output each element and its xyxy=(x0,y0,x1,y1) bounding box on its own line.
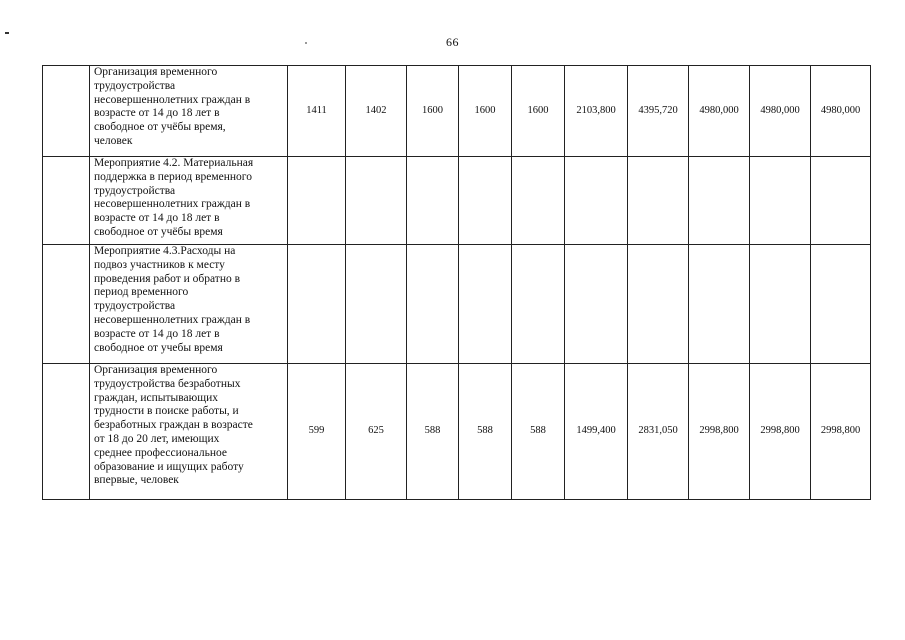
value-cell xyxy=(565,245,628,364)
value-cell xyxy=(750,157,811,245)
value-cell xyxy=(346,157,407,245)
value-cell xyxy=(811,157,871,245)
description-cell xyxy=(90,245,288,364)
description-line: возрасте от 14 до 18 лет в xyxy=(94,107,220,120)
value-cell xyxy=(459,245,512,364)
value-cell: 2998,800 xyxy=(750,364,811,500)
description-line: человек xyxy=(94,134,133,147)
description-line: безработных граждан в возрасте xyxy=(94,419,253,432)
description-line: несовершеннолетних граждан в xyxy=(94,198,251,211)
description-line: подвоз участников к месту xyxy=(94,258,225,271)
page-number: 66 xyxy=(446,35,459,49)
value-cell: 2103,800 xyxy=(565,66,628,157)
value-cell: 1600 xyxy=(407,66,459,157)
value-cell xyxy=(689,245,750,364)
description-line: Организация временного xyxy=(94,66,218,78)
description-line: период временного xyxy=(94,286,189,299)
scan-speck xyxy=(5,32,9,34)
description-line: от 18 до 20 лет, имеющих xyxy=(94,432,220,445)
value-cell: 4980,000 xyxy=(811,66,871,157)
description-line: несовершеннолетних граждан в xyxy=(94,93,251,106)
description-line: граждан, испытывающих xyxy=(94,391,219,404)
description-line: Мероприятие 4.3.Расходы на xyxy=(94,245,236,257)
value-cell: 625 xyxy=(346,364,407,500)
index-cell xyxy=(43,66,90,157)
table-row xyxy=(43,364,871,500)
description-line: трудности в поиске работы, и xyxy=(94,405,239,418)
table-row xyxy=(43,157,871,245)
value-cell: 4980,000 xyxy=(689,66,750,157)
description-line: впервые, человек xyxy=(94,474,179,487)
value-cell xyxy=(288,157,346,245)
value-cell: 1499,400 xyxy=(565,364,628,500)
value-cell: 1411 xyxy=(288,66,346,157)
description-line: возрасте от 14 до 18 лет в xyxy=(94,212,220,225)
value-cell: 2998,800 xyxy=(811,364,871,500)
value-cell: 588 xyxy=(512,364,565,500)
value-cell: 2998,800 xyxy=(689,364,750,500)
description-line: трудоустройства xyxy=(94,79,176,92)
value-cell xyxy=(512,157,565,245)
table-row xyxy=(43,245,871,364)
value-cell xyxy=(565,157,628,245)
value-cell xyxy=(811,245,871,364)
description-line: трудоустройства xyxy=(94,300,176,313)
value-cell: 588 xyxy=(407,364,459,500)
description-line: проведения работ и обратно в xyxy=(94,272,241,285)
index-cell xyxy=(43,245,90,364)
description-line: Мероприятие 4.2. Материальная xyxy=(94,157,254,169)
description-line: трудоустройства xyxy=(94,184,176,197)
index-cell xyxy=(43,364,90,500)
description-line: свободное от учёбы время xyxy=(94,225,223,238)
description-cell xyxy=(90,157,288,245)
description-line: Организация временного xyxy=(94,364,218,376)
value-cell: 4395,720 xyxy=(628,66,689,157)
value-cell: 588 xyxy=(459,364,512,500)
value-cell: 2831,050 xyxy=(628,364,689,500)
value-cell xyxy=(459,157,512,245)
description-line: среднее профессиональное xyxy=(94,446,227,459)
table-row xyxy=(43,66,871,157)
description-cell xyxy=(90,66,288,157)
description-line: несовершеннолетних граждан в xyxy=(94,313,251,326)
description-line: трудоустройства безработных xyxy=(94,377,241,390)
description-line: возрасте от 14 до 18 лет в xyxy=(94,327,220,340)
value-cell: 1600 xyxy=(459,66,512,157)
description-line: поддержка в период временного xyxy=(94,170,252,183)
value-cell xyxy=(407,245,459,364)
value-cell xyxy=(288,245,346,364)
table-body xyxy=(43,66,871,500)
value-cell xyxy=(628,157,689,245)
value-cell: 1600 xyxy=(512,66,565,157)
data-table xyxy=(42,65,871,500)
description-line: свободное от учёбы время, xyxy=(94,121,226,134)
value-cell xyxy=(512,245,565,364)
index-cell xyxy=(43,157,90,245)
value-cell: 1402 xyxy=(346,66,407,157)
value-cell xyxy=(407,157,459,245)
value-cell: 599 xyxy=(288,364,346,500)
value-cell xyxy=(689,157,750,245)
value-cell: 4980,000 xyxy=(750,66,811,157)
value-cell xyxy=(628,245,689,364)
description-line: свободное от учебы время xyxy=(94,341,223,354)
description-line: образование и ищущих работу xyxy=(94,460,244,473)
value-cell xyxy=(346,245,407,364)
description-cell xyxy=(90,364,288,500)
value-cell xyxy=(750,245,811,364)
